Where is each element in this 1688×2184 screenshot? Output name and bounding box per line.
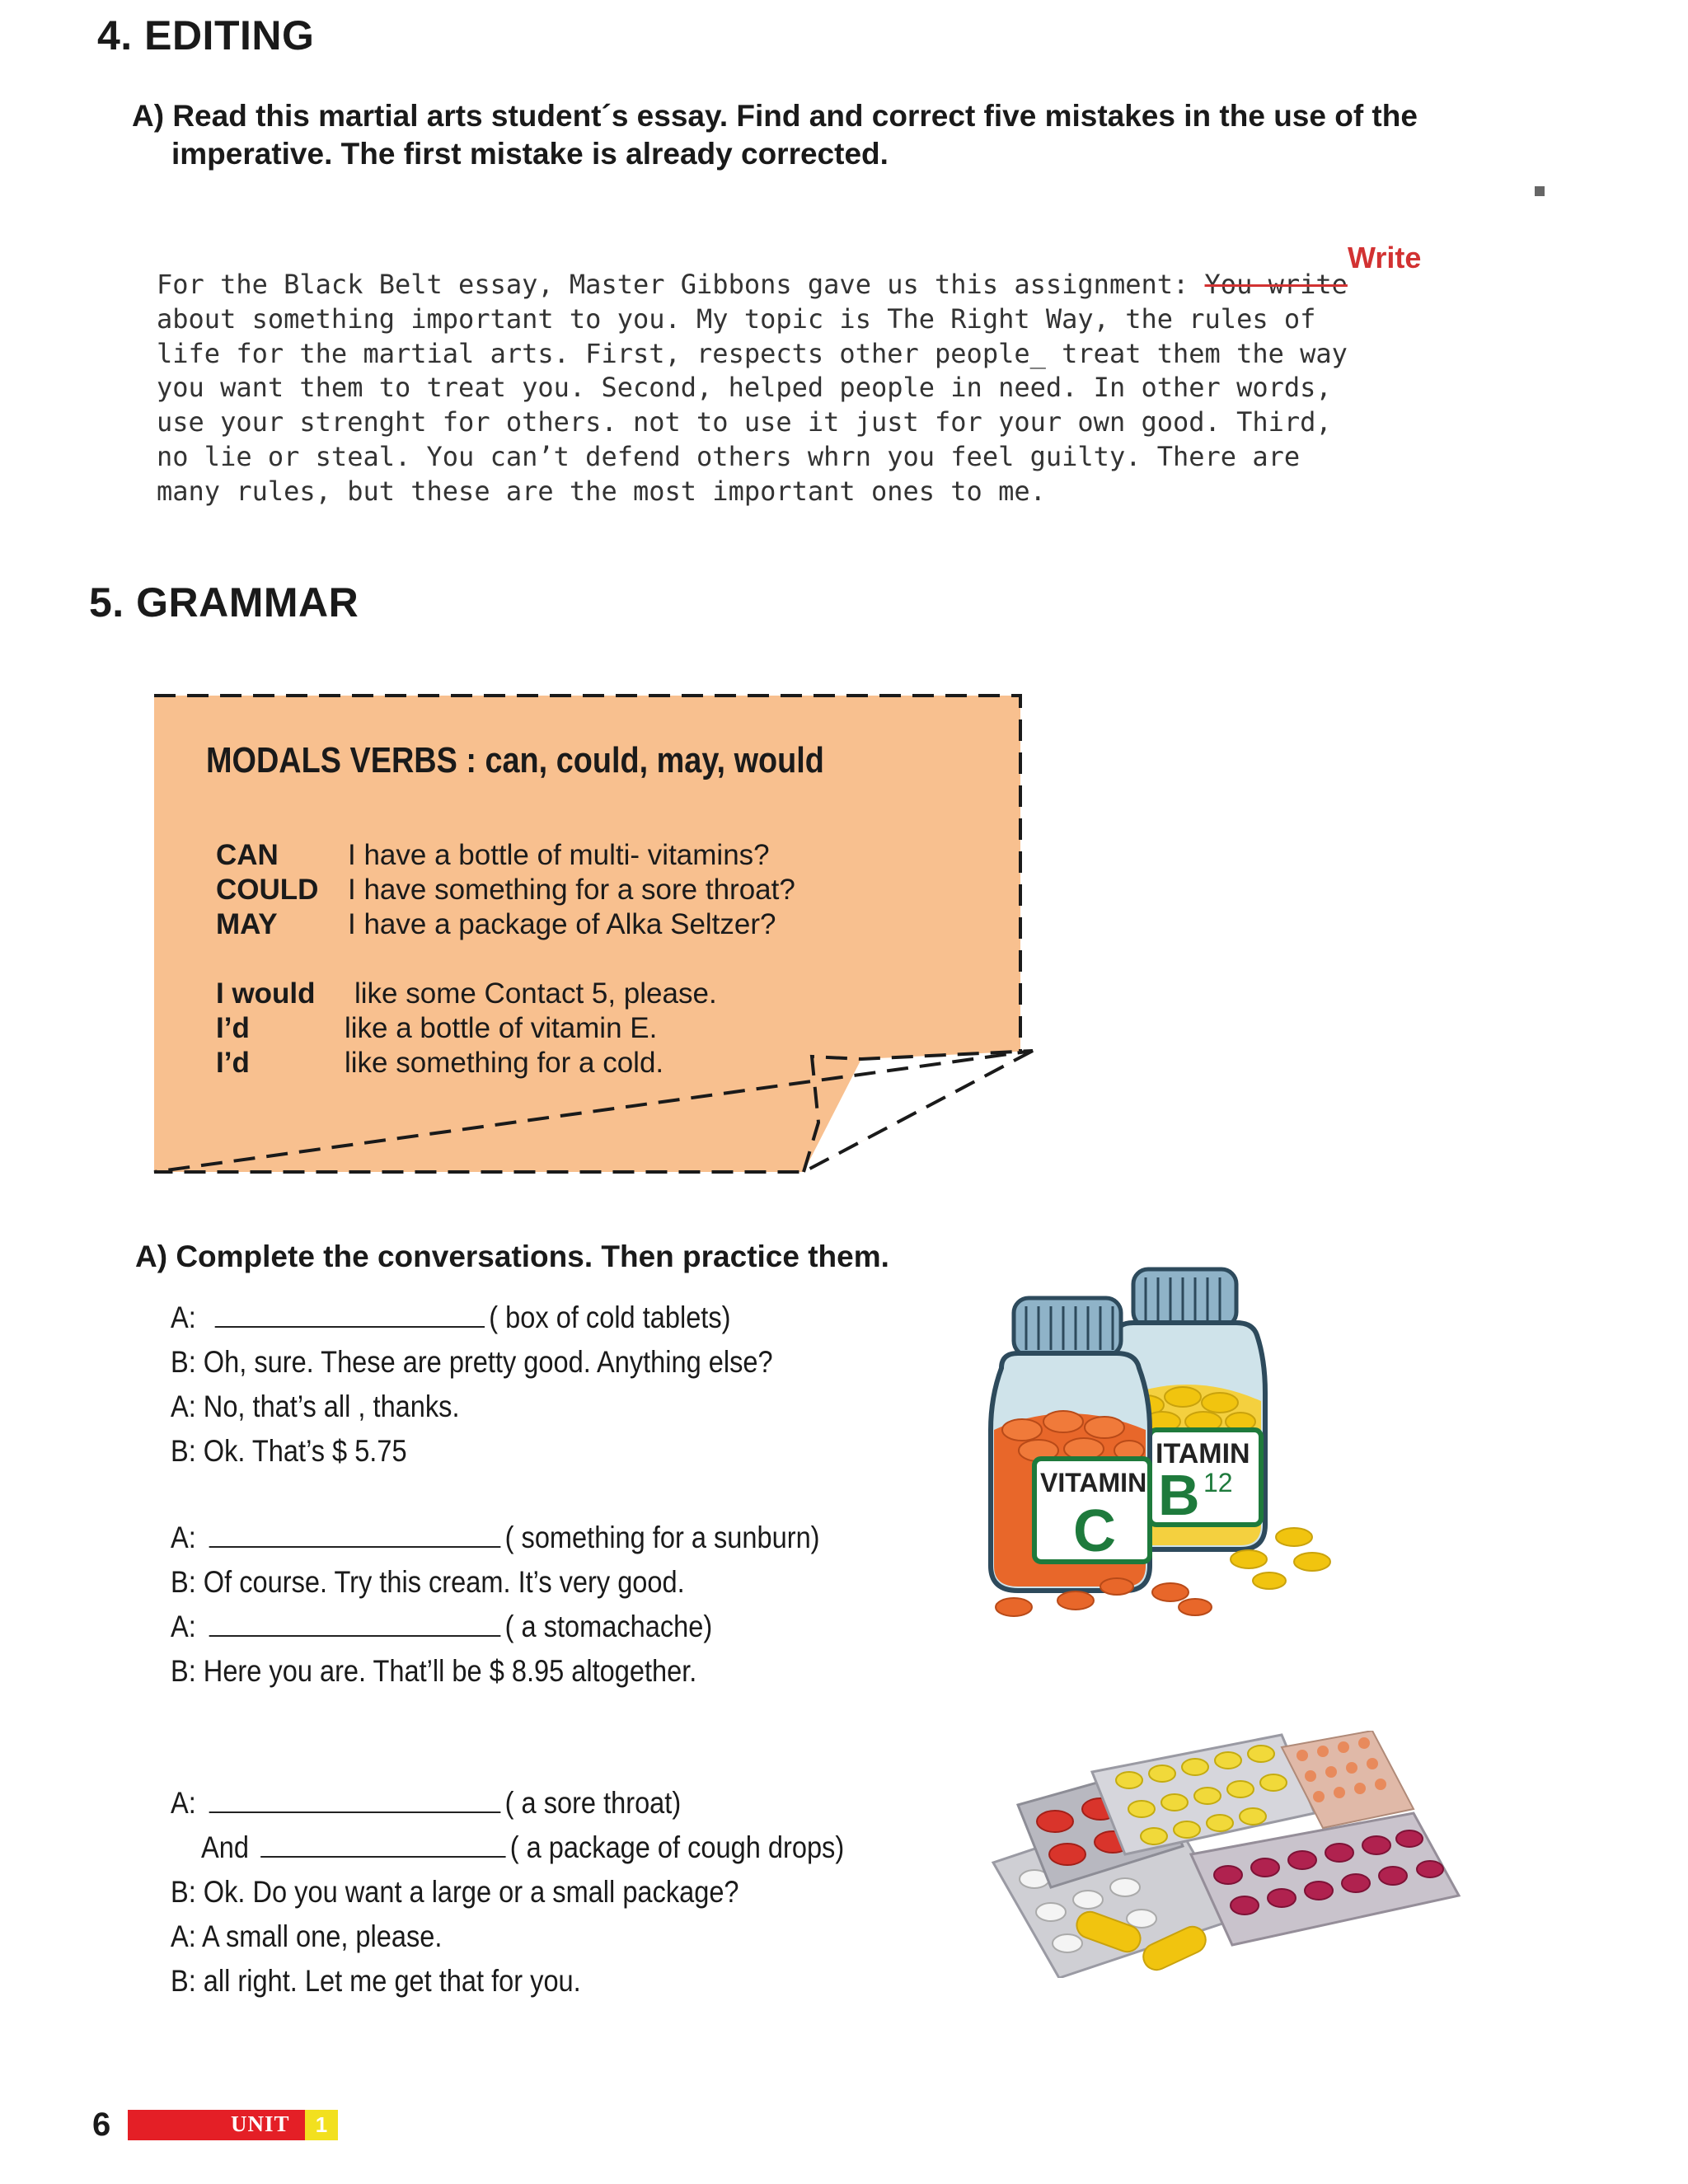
essay-line5: use your strenght for others. not to use it just for your own good. Third, — [157, 406, 1332, 438]
vitc-letter: C — [1073, 1498, 1116, 1564]
essay-struck-text: You write — [1204, 269, 1348, 300]
correction-write: Write — [1348, 241, 1422, 274]
vitb-word: ITAMIN — [1156, 1438, 1250, 1469]
essay-line3: life for the martial arts. First, respects other people_ treat them the way — [157, 337, 1348, 369]
editing-instruction-line1: A) Read this martial arts student´s essay. Find and correct five mistakes in the use of the — [132, 99, 1418, 133]
unit-number-box: 1 — [305, 2110, 338, 2140]
modal-text: like some Contact 5, please. — [354, 977, 717, 1010]
conv3-line1 — [171, 1784, 681, 1822]
essay-line7: many rules, but these are the most important ones to me. — [157, 475, 1046, 507]
speaker-label: And — [201, 1830, 249, 1864]
conv3-line5: B: all right. Let me get that for you. — [171, 1964, 581, 1998]
modal-word: I would — [216, 977, 316, 1010]
modal-text: I have a package of Alka Seltzer? — [348, 908, 776, 940]
modal-word: CAN — [216, 839, 279, 871]
modal-row — [216, 1011, 657, 1046]
editing-instruction-line2: imperative. The first mistake is already corrected. — [171, 137, 889, 171]
answer-blank[interactable] — [215, 1301, 485, 1328]
speaker-label: A: — [171, 1786, 196, 1820]
page-number: 6 — [92, 2107, 111, 2143]
conv2-line3 — [171, 1608, 712, 1646]
modal-word: MAY — [216, 908, 278, 940]
conv3-line2 — [201, 1829, 844, 1867]
answer-blank[interactable] — [209, 1610, 501, 1637]
modal-text: like a bottle of vitamin E. — [345, 1012, 658, 1044]
hint-text: ( a package of cough drops) — [509, 1830, 845, 1864]
speaker-label: A: — [171, 1521, 196, 1554]
unit-label: UNIT — [231, 2111, 290, 2136]
essay-text — [157, 268, 1541, 509]
conv2-line1 — [171, 1519, 820, 1557]
vitb-letter: B — [1158, 1463, 1200, 1527]
conv2-line2: B: Of course. Try this cream. It’s very good. — [171, 1565, 685, 1599]
section-grammar-title: 5. GRAMMAR — [89, 579, 359, 626]
bottle-cap-icon — [1014, 1298, 1121, 1356]
modal-row — [216, 873, 795, 907]
modal-word: COULD — [216, 874, 319, 906]
conv1-line3: A: No, that’s all , thanks. — [171, 1390, 460, 1423]
modal-row — [216, 1046, 663, 1080]
modal-text: I have something for a sore throat? — [348, 874, 795, 906]
essay-line2: about something important to you. My topic is The Right Way, the rules of — [157, 302, 1316, 335]
section-editing-title: 4. EDITING — [97, 12, 315, 59]
hint-text: ( a stomachache) — [504, 1610, 713, 1643]
modal-text: like something for a cold. — [345, 1047, 664, 1079]
conv3-line3: B: Ok. Do you want a large or a small package? — [171, 1875, 739, 1909]
essay-line1-pre: For the Black Belt essay, Master Gibbons gave us this assignment: — [157, 269, 1205, 300]
vitamin-bottles-illustration — [981, 1253, 1352, 1624]
conv2-line4: B: Here you are. That’ll be $ 8.95 altogether. — [171, 1654, 697, 1688]
essay-line4: you want them to treat you. Second, helped people in need. In other words, — [157, 372, 1332, 404]
answer-blank[interactable] — [209, 1521, 501, 1548]
modal-row — [216, 907, 776, 942]
answer-blank[interactable] — [260, 1831, 505, 1858]
grammar-instruction: A) Complete the conversations. Then practice them. — [135, 1240, 889, 1273]
modal-text: I have a bottle of multi- vitamins? — [348, 839, 770, 871]
conv1-line4: B: Ok. That’s $ 5.75 — [171, 1434, 407, 1468]
vitb-sub: 12 — [1203, 1468, 1233, 1497]
speaker-label: A: — [171, 1301, 196, 1334]
essay-line6: no lie or steal. You can’t defend others whrn you feel guilty. There are — [157, 440, 1301, 472]
vitc-word: VITAMIN — [1040, 1468, 1147, 1497]
answer-blank[interactable] — [209, 1787, 501, 1813]
square-marker-icon — [1535, 186, 1545, 196]
modal-row — [216, 977, 717, 1011]
conv1-line1 — [171, 1299, 730, 1337]
speaker-label: A: — [171, 1610, 196, 1643]
modal-word: I’d — [216, 1012, 250, 1044]
modal-word: I’d — [216, 1047, 250, 1079]
conv1-line2: B: Oh, sure. These are pretty good. Anything else? — [171, 1345, 773, 1379]
pill-blister-packs-illustration — [985, 1731, 1463, 1978]
modals-title: MODALS VERBS : can, could, may, would — [206, 740, 824, 780]
hint-text: ( box of cold tablets) — [489, 1301, 731, 1334]
hint-text: ( a sore throat) — [504, 1786, 682, 1820]
conv3-line4: A: A small one, please. — [171, 1919, 443, 1953]
hint-text: ( something for a sunburn) — [504, 1521, 820, 1554]
modal-row — [216, 838, 770, 873]
